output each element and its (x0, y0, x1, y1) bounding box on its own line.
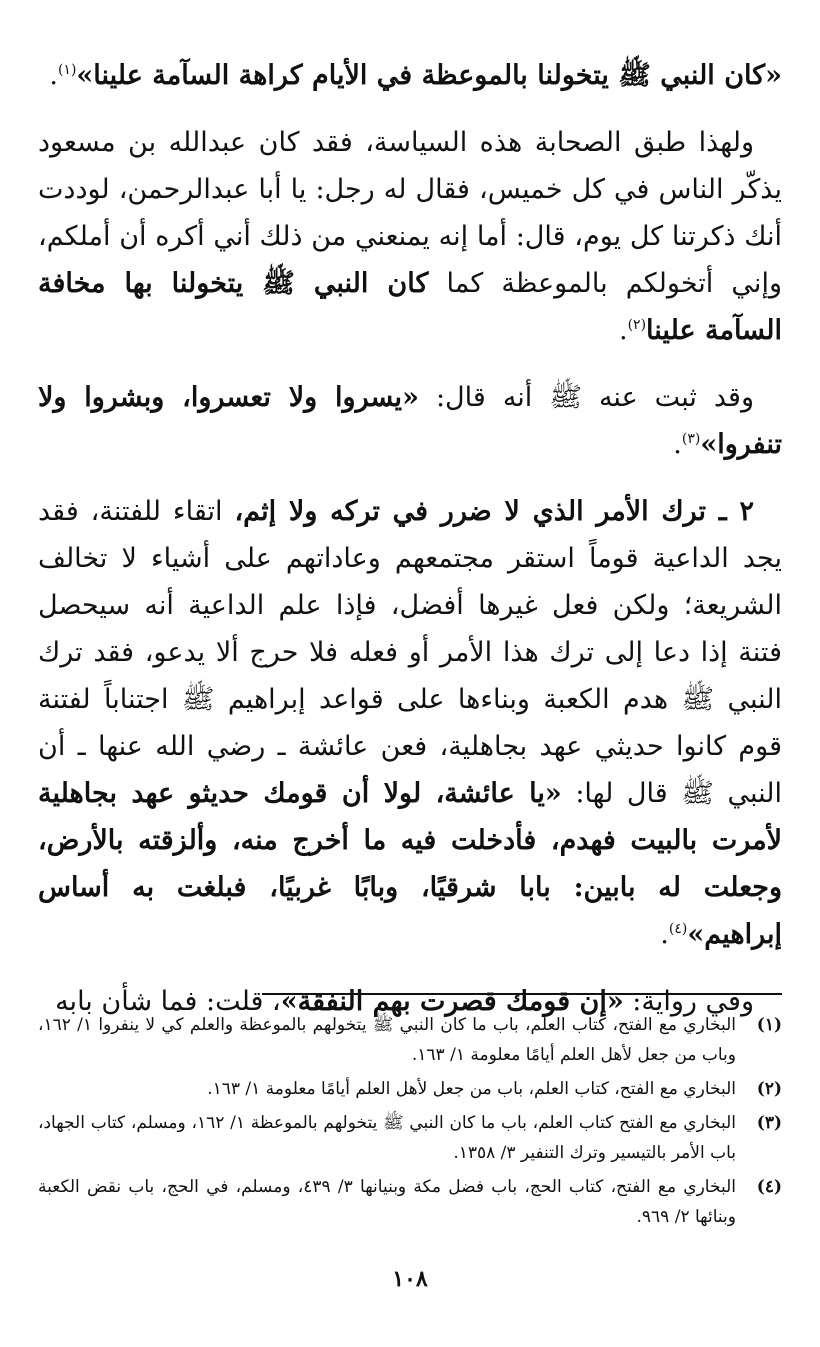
main-text (38, 52, 782, 1045)
footnote-number: (٢) (756, 1079, 782, 1099)
bold-text: «إن قومك قصرت بهم النفقة» (280, 986, 624, 1017)
text-span: وقد ثبت عنه ﷺ أنه قال: (418, 382, 754, 413)
footnote-text: البخاري مع الفتح، كتاب العلم، باب ما كان النبي ﷺ يتخولهم بالموعظة والعلم كي لا ينفروا ١/ ١٦٢، وباب من جعل لأهل العلم أيامًا معلومة ١/ ١٦٣. (38, 1015, 737, 1065)
footnote-number: (١) (756, 1015, 782, 1035)
paragraph (38, 52, 782, 99)
footnote-text: البخاري مع الفتح كتاب العلم، باب ما كان النبي ﷺ يتخولهم بالموعظة ١/ ١٦٢، ومسلم، كتاب الجهاد، باب الأمر بالتيسير وترك التنفير ٣/ ١٣٥٨. (38, 1113, 736, 1163)
footnotes (38, 1010, 782, 1236)
paragraph (38, 488, 782, 958)
footnote-text: البخاري مع الفتح، كتاب الحج، باب فضل مكة وبنيانها ٣/ ٤٣٩، ومسلم، في الحج، باب نقض الكعبة وبنائها ٢/ ٩٦٩. (38, 1177, 736, 1227)
paragraph (38, 119, 782, 354)
footnote-ref: (٤) (668, 921, 688, 937)
footnote-item (38, 1108, 782, 1168)
footnote-text: البخاري مع الفتح، كتاب العلم، باب من جعل لأهل العلم أيامًا معلومة ١/ ١٦٣. (207, 1079, 736, 1099)
bold-text: «كان النبي ﷺ يتخولنا بالموعظة في الأيام كراهة السآمة علينا» (76, 60, 782, 91)
bold-text: «يا عائشة، لولا أن قومك حديثو عهد بجاهلية لأمرت بالبيت فهدم، فأدخلت فيه ما أخرج منه، وألزقته بالأرض، وجعلت له بابين: بابا شرقيًا، وبابًا غربيًا، فبلغت به أساس إبراهيم» (38, 778, 782, 950)
bold-text: ٢ ـ ترك الأمر الذي لا ضرر في تركه ولا إثم، (234, 496, 754, 527)
footnote-item (38, 1010, 782, 1070)
text-span: وفي رواية: (623, 986, 754, 1017)
text-span: ولهذا طبق الصحابة هذه السياسة، فقد كان عبدالله بن مسعود يذكّر الناس في كل خميس، فقال له رجل: يا أبا عبدالرحمن، لوددت أنك ذكرتنا كل يوم، قال: أما إنه يمنعني من ذلك أني أكره أن أملكم، وإني أتخولكم بالموعظة كما (38, 127, 782, 299)
text-span: . (660, 919, 669, 950)
paragraph (38, 374, 782, 468)
bold-text: «يسروا ولا تعسروا، وبشروا ولا تنفروا» (38, 382, 782, 460)
footnote-item (38, 1172, 782, 1232)
footnote-item (38, 1074, 782, 1104)
text-span: اتقاء للفتنة، فقد يجد الداعية قوماً استقر مجتمعهم وعاداتهم على أشياء لا تخالف الشريعة؛ ولكن فعل غيرها أفضل، فإذا علم الداعية أنه سيحصل فتنة إذا دعا إلى ترك هذا الأمر أو فعله فلا حرج ألا يدعو، فقد ترك النبي ﷺ هدم الكعبة وبناءها على قواعد إبراهيم ﷺ اجتناباً لفتنة قوم كانوا حديثي عهد بجاهلية، فعن عائشة ـ رضي الله عنها ـ أن النبي ﷺ قال لها: (38, 496, 782, 809)
page-number: ١٠٨ (392, 1266, 428, 1292)
bold-text: كان النبي ﷺ يتخولنا بها مخافة السآمة علينا (38, 268, 782, 346)
footnote-ref: (٢) (627, 317, 647, 333)
text-span: ، قلت: فما شأن بابه (55, 986, 281, 1017)
footnote-number: (٤) (756, 1177, 782, 1197)
footnote-number: (٣) (756, 1113, 782, 1133)
text-span: . (618, 315, 628, 346)
footnote-ref: (١) (57, 62, 77, 78)
footnote-divider (262, 993, 782, 995)
footnote-ref: (٣) (681, 431, 701, 447)
text-span: . (673, 429, 682, 460)
text-span: . (49, 60, 58, 91)
